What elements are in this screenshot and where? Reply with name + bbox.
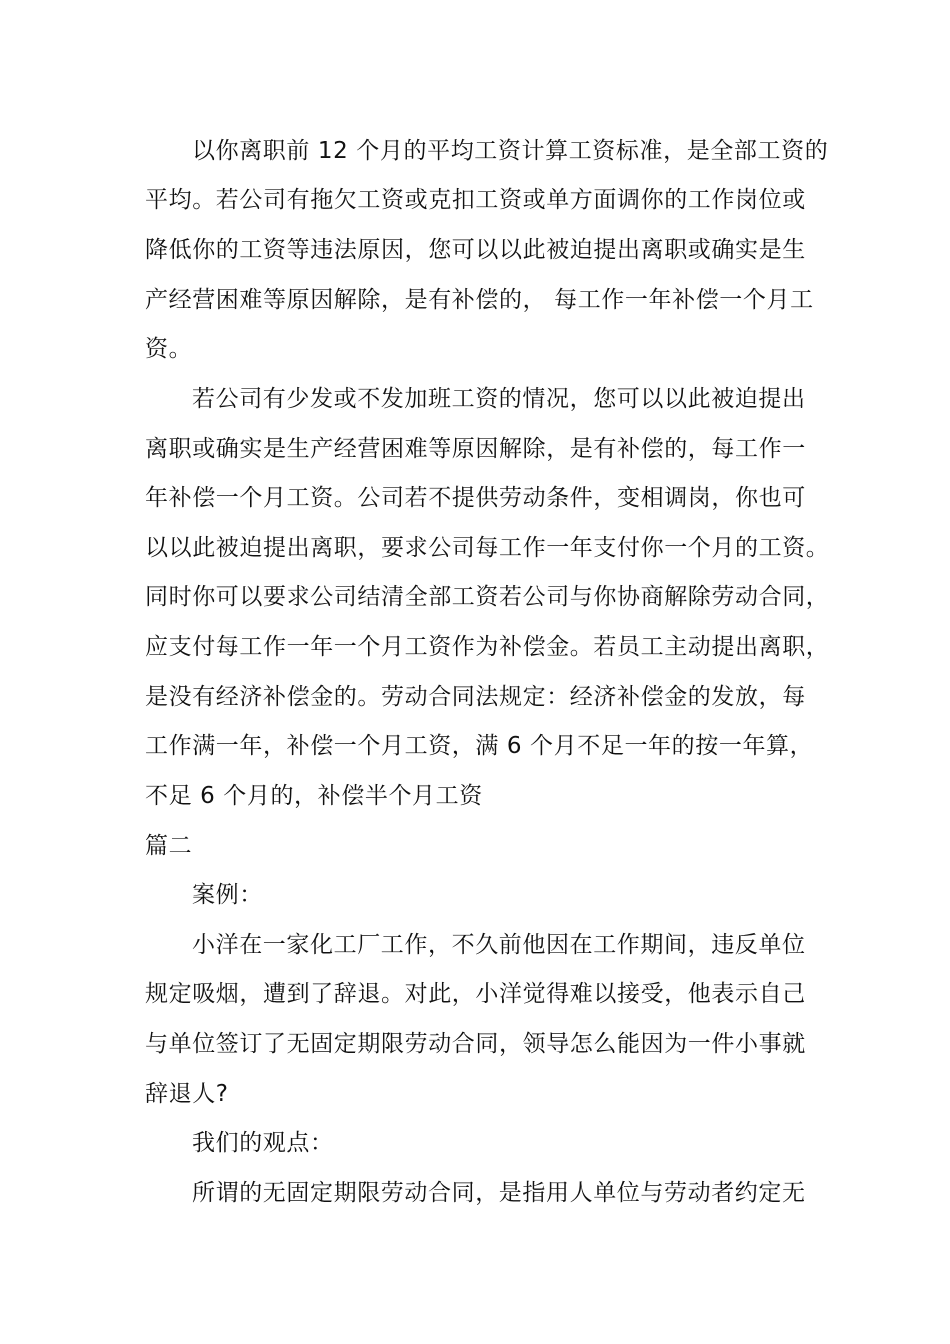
paragraph-1-line-5: 资。: [145, 336, 193, 362]
paragraph-2-line-9: 不足 6 个月的，补偿半个月工资: [145, 783, 483, 809]
paragraph-3-line-2: 规定吸烟，遭到了辞退。对此，小洋觉得难以接受，他表示自己: [145, 981, 806, 1007]
paragraph-3-line-4: 辞退人?: [145, 1081, 229, 1107]
paragraph-1-line-4: 产经营困难等原因解除，是有补偿的， 每工作一年补偿一个月工: [145, 287, 814, 313]
paragraph-2-line-4: 以以此被迫提出离职，要求公司每工作一年支付你一个月的工资。: [145, 535, 830, 561]
paragraph-2-line-3: 年补偿一个月工资。公司若不提供劳动条件，变相调岗，你也可: [145, 485, 806, 511]
paragraph-2-line-6: 应支付每工作一年一个月工资作为补偿金。若员工主动提出离职，: [145, 634, 830, 660]
paragraph-2-line-8: 工作满一年，补偿一个月工资，满 6 个月不足一年的按一年算，: [145, 733, 814, 759]
paragraph-2-line-7: 是没有经济补偿金的。劳动合同法规定：经济补偿金的发放，每: [145, 684, 806, 710]
section-heading: 篇二: [145, 833, 193, 859]
view-label: 我们的观点：: [192, 1130, 334, 1156]
paragraph-4-line-1: 所谓的无固定期限劳动合同，是指用人单位与劳动者约定无: [192, 1180, 806, 1206]
case-label: 案例：: [192, 882, 263, 908]
paragraph-2-line-1: 若公司有少发或不发加班工资的情况，您可以以此被迫提出: [192, 386, 806, 412]
paragraph-2-line-2: 离职或确实是生产经营困难等原因解除，是有补偿的，每工作一: [145, 436, 806, 462]
paragraph-1-line-1: 以你离职前 12 个月的平均工资计算工资标准，是全部工资的: [192, 138, 829, 164]
paragraph-1-line-3: 降低你的工资等违法原因，您可以以此被迫提出离职或确实是生: [145, 237, 806, 263]
paragraph-1-line-2: 平均。若公司有拖欠工资或克扣工资或单方面调你的工作岗位或: [145, 187, 806, 213]
paragraph-3-line-1: 小洋在一家化工厂工作，不久前他因在工作期间，违反单位: [192, 932, 806, 958]
paragraph-2-line-5: 同时你可以要求公司结清全部工资若公司与你协商解除劳动合同，: [145, 584, 830, 610]
paragraph-3-line-3: 与单位签订了无固定期限劳动合同，领导怎么能因为一件小事就: [145, 1031, 806, 1057]
